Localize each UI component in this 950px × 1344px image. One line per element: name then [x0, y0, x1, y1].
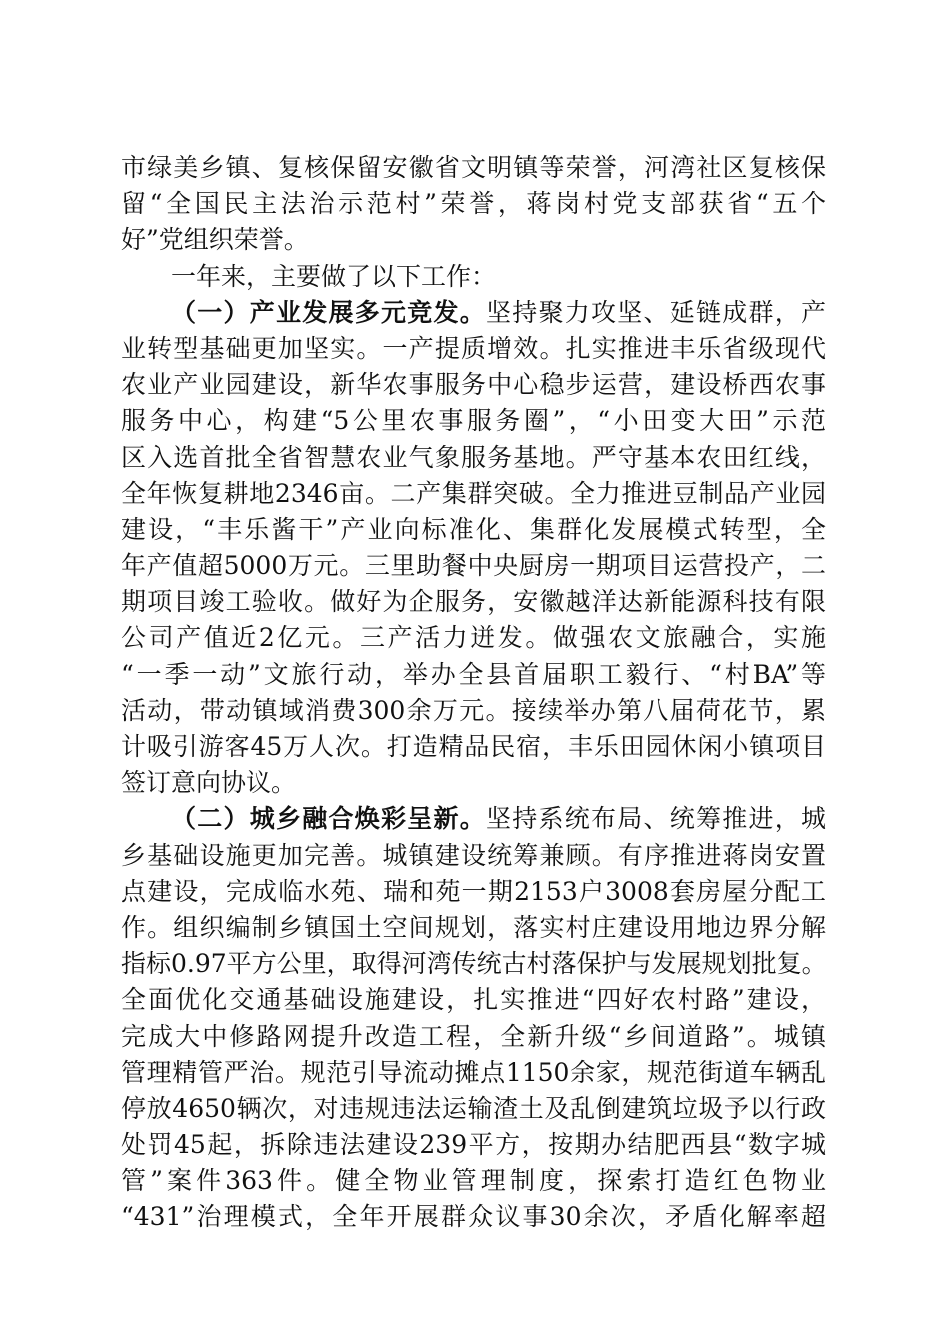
line-text: 公司产值近2亿元。三产活力迸发。做强农文旅融合，实施 — [121, 623, 826, 653]
text-line — [121, 693, 826, 729]
line-text: 管”案件363件。健全物业管理制度，探索打造红色物业 — [121, 1166, 826, 1196]
text-line — [121, 440, 826, 476]
line-text: 业转型基础更加坚实。一产提质增效。扎实推进丰乐省级现代 — [121, 333, 826, 363]
text-line — [121, 512, 826, 548]
text-line — [121, 367, 826, 403]
text-line — [121, 620, 826, 656]
text-line — [121, 729, 826, 765]
line-text: 处罚45起，拆除违法建设239平方，按期办结肥西县“数字城 — [121, 1130, 826, 1160]
section-heading-line — [121, 295, 826, 331]
line-text: “431”治理模式，全年开展群众议事30余次，矛盾化解率超 — [121, 1202, 826, 1232]
line-text: 好”党组织荣誉。 — [121, 225, 309, 255]
line-text: 完成大中修路网提升改造工程，全新升级“乡间道路”。城镇 — [121, 1021, 826, 1051]
text-line — [121, 403, 826, 439]
line-text: 年产值超5000万元。三里助餐中央厨房一期项目运营投产，二 — [121, 551, 826, 581]
text-line — [121, 1127, 826, 1163]
line-text: 点建设，完成临水苑、瑞和苑一期2153户3008套房屋分配工 — [121, 876, 826, 906]
text-line — [121, 982, 826, 1018]
text-line — [121, 186, 826, 222]
line-text: 期项目竣工验收。做好为企服务，安徽越洋达新能源科技有限 — [121, 587, 826, 617]
line-text: 签订意向协议。 — [121, 768, 297, 798]
text-line — [121, 946, 826, 982]
text-line — [121, 874, 826, 910]
line-text: “一季一动”文旅行动，举办全县首届职工毅行、“村BA”等 — [121, 659, 826, 689]
line-text: 服务中心，构建“5公里农事服务圈”，“小田变大田”示范 — [121, 406, 826, 436]
line-text: 建设，“丰乐酱干”产业向标准化、集群化发展模式转型，全 — [121, 514, 826, 544]
line-text: 农业产业园建设，新华农事服务中心稳步运营，建设桥西农事 — [121, 370, 826, 400]
text-line — [121, 765, 826, 801]
text-line — [121, 259, 826, 295]
text-line — [121, 910, 826, 946]
line-text: 计吸引游客45万人次。打造精品民宿，丰乐田园休闲小镇项目 — [121, 732, 826, 761]
text-line — [121, 150, 826, 186]
line-text: 留“全国民主法治示范村”荣誉，蒋岗村党支部获省“五个 — [121, 189, 826, 219]
line-text: 活动，带动镇域消费300余万元。接续举办第八届荷花节，累 — [121, 695, 826, 725]
text-line — [121, 222, 826, 258]
text-line — [121, 548, 826, 584]
line-text: 区入选首批全省智慧农业气象服务基地。严守基本农田红线， — [121, 442, 826, 472]
text-line — [121, 1055, 826, 1091]
section-heading: （一）产业发展多元竞发。 — [171, 297, 486, 327]
line-text: 坚持系统布局、统筹推进，城 — [486, 804, 826, 834]
text-line — [121, 657, 826, 693]
text-line — [121, 838, 826, 874]
text-line — [121, 1019, 826, 1055]
line-text: 管理精管严治。规范引导流动摊点1150余家，规范街道车辆乱 — [121, 1057, 826, 1087]
line-text: 停放4650辆次，对违规违法运输渣土及乱倒建筑垃圾予以行政 — [121, 1093, 826, 1123]
line-text: 指标0.97平方公里，取得河湾传统古村落保护与发展规划批复。 — [121, 949, 827, 979]
body-text — [121, 150, 826, 1236]
line-text: 全年恢复耕地2346亩。二产集群突破。全力推进豆制品产业园 — [121, 478, 826, 508]
line-text: 一年来，主要做了以下工作： — [171, 261, 497, 291]
section-heading-line — [121, 801, 826, 837]
text-line — [121, 1091, 826, 1127]
text-line — [121, 584, 826, 620]
text-line — [121, 331, 826, 367]
line-text: 坚持聚力攻坚、延链成群，产 — [486, 297, 826, 327]
section-heading: （二）城乡融合焕彩呈新。 — [171, 804, 486, 834]
text-line — [121, 1163, 826, 1199]
text-line — [121, 476, 826, 512]
line-text: 全面优化交通基础设施建设，扎实推进“四好农村路”建设， — [121, 985, 826, 1015]
line-text: 乡基础设施更加完善。城镇建设统筹兼顾。有序推进蒋岗安置 — [121, 840, 826, 870]
text-line — [121, 1199, 826, 1235]
line-text: 市绿美乡镇、复核保留安徽省文明镇等荣誉，河湾社区复核保 — [121, 153, 826, 182]
line-text: 作。组织编制乡镇国土空间规划，落实村庄建设用地边界分解 — [121, 912, 826, 942]
